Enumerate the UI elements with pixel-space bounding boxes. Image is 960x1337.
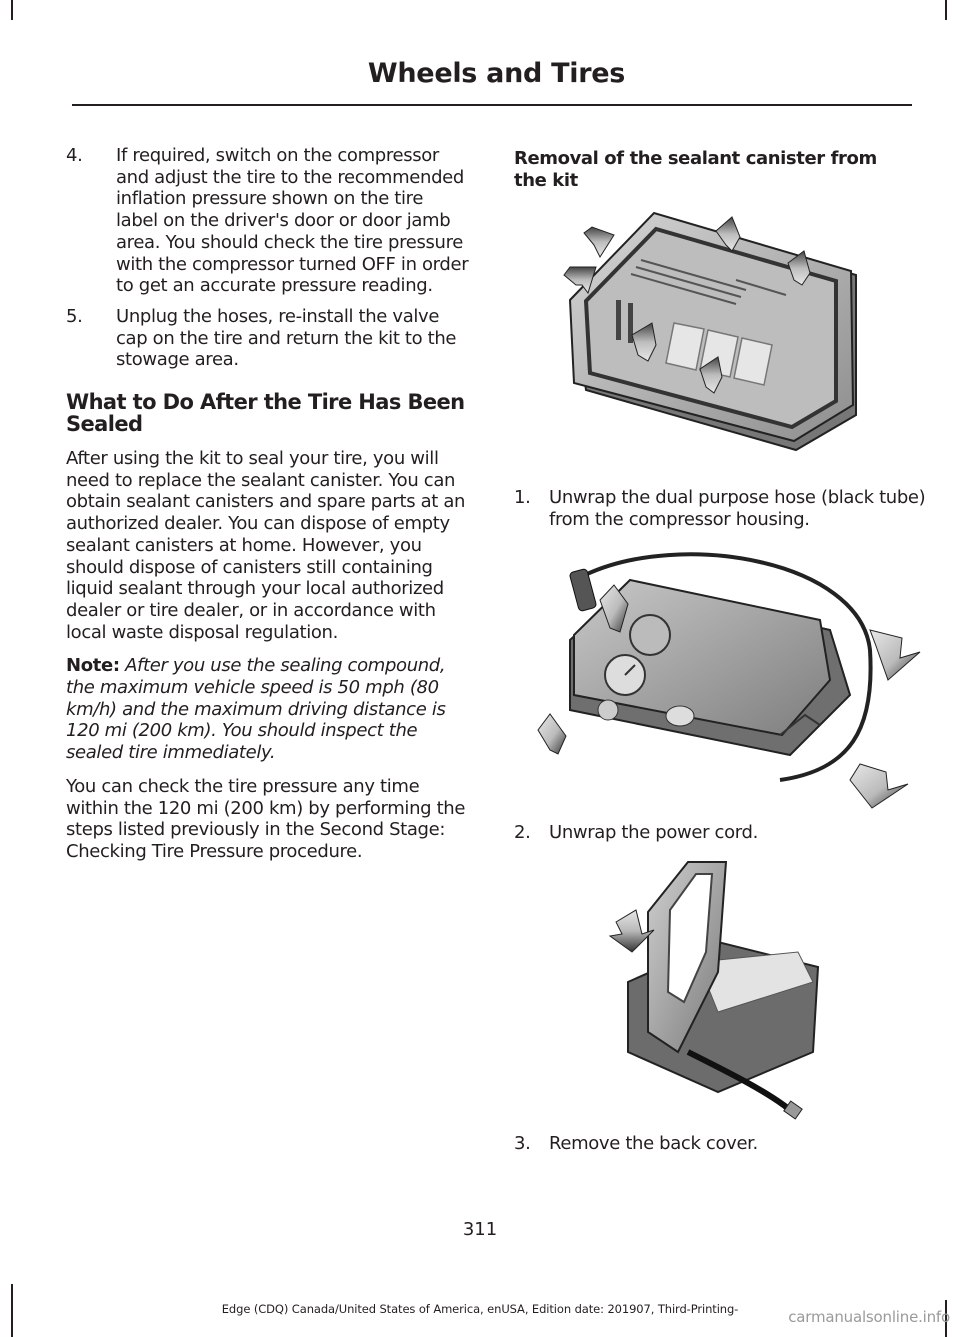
step-4 xyxy=(66,145,469,297)
step-3 xyxy=(514,1133,944,1155)
step-text: Unplug the hoses, re-install the valve cap on the tire and return the kit to the stowage area. xyxy=(116,305,457,371)
paragraph: You can check the tire pressure any time within the 120 mi (200 km) by performing the steps listed previously in the Second Stage: Checking Tire Pressure procedure. xyxy=(66,775,466,862)
left-column xyxy=(66,145,469,875)
step-text: Unwrap the dual purpose hose (black tube) from the compressor housing. xyxy=(549,487,926,530)
step-number: 1. xyxy=(514,487,531,508)
watermark[interactable]: carmanualsonline.info xyxy=(788,1308,950,1326)
note-label: Note: xyxy=(66,655,120,677)
crop-mark-top-left xyxy=(11,0,13,20)
header-rule xyxy=(72,104,912,106)
note xyxy=(66,655,469,764)
page-number: 311 xyxy=(462,1219,498,1240)
note-text: After you use the sealing compound, the maximum vehicle speed is 50 mph (80 km/h) and the maximum driving distance is 120 mi (200 km). You should inspect the sealed tire immediately. xyxy=(66,655,446,764)
power-cord-illustration xyxy=(608,852,823,1122)
subheading: Removal of the sealant canister from the kit xyxy=(514,148,877,191)
section-heading: What to Do After the Tire Has Been Sealed xyxy=(66,390,465,437)
step-text: If required, switch on the compressor and adjust the tire to the recommended inflation pressure shown on the tire label on the driver's door or door jamb area. You should check the tire pressure with the compressor turned OFF in order to get an accurate pressure reading. xyxy=(116,145,469,297)
step-number: 4. xyxy=(66,145,83,166)
footer-edition: Edge (CDQ) Canada/United States of America, enUSA, Edition date: 201907, Third-Printing- xyxy=(221,1302,739,1316)
step-1 xyxy=(514,487,944,530)
paragraph: After using the kit to seal your tire, you will need to replace the sealant canister. You can obtain sealant canisters and spare parts at an authorized dealer. You can dispose of empty sealant canisters at home. However, you should dispose of canisters still containing liquid sealant through your local authorized dealer or tire dealer, or in accordance with local waste disposal regulation. xyxy=(66,448,466,643)
step-2 xyxy=(514,822,944,844)
step-number: 3. xyxy=(514,1133,531,1154)
step-5 xyxy=(66,306,469,371)
step-text: Remove the back cover. xyxy=(549,1133,758,1154)
step-number: 2. xyxy=(514,822,531,843)
page-title: Wheels and Tires xyxy=(367,58,625,89)
crop-mark-top-right xyxy=(945,0,947,20)
compressor-hose-illustration xyxy=(530,540,940,815)
sealant-kit-illustration xyxy=(556,205,886,460)
step-number: 5. xyxy=(66,305,83,327)
step-text: Unwrap the power cord. xyxy=(549,822,758,843)
